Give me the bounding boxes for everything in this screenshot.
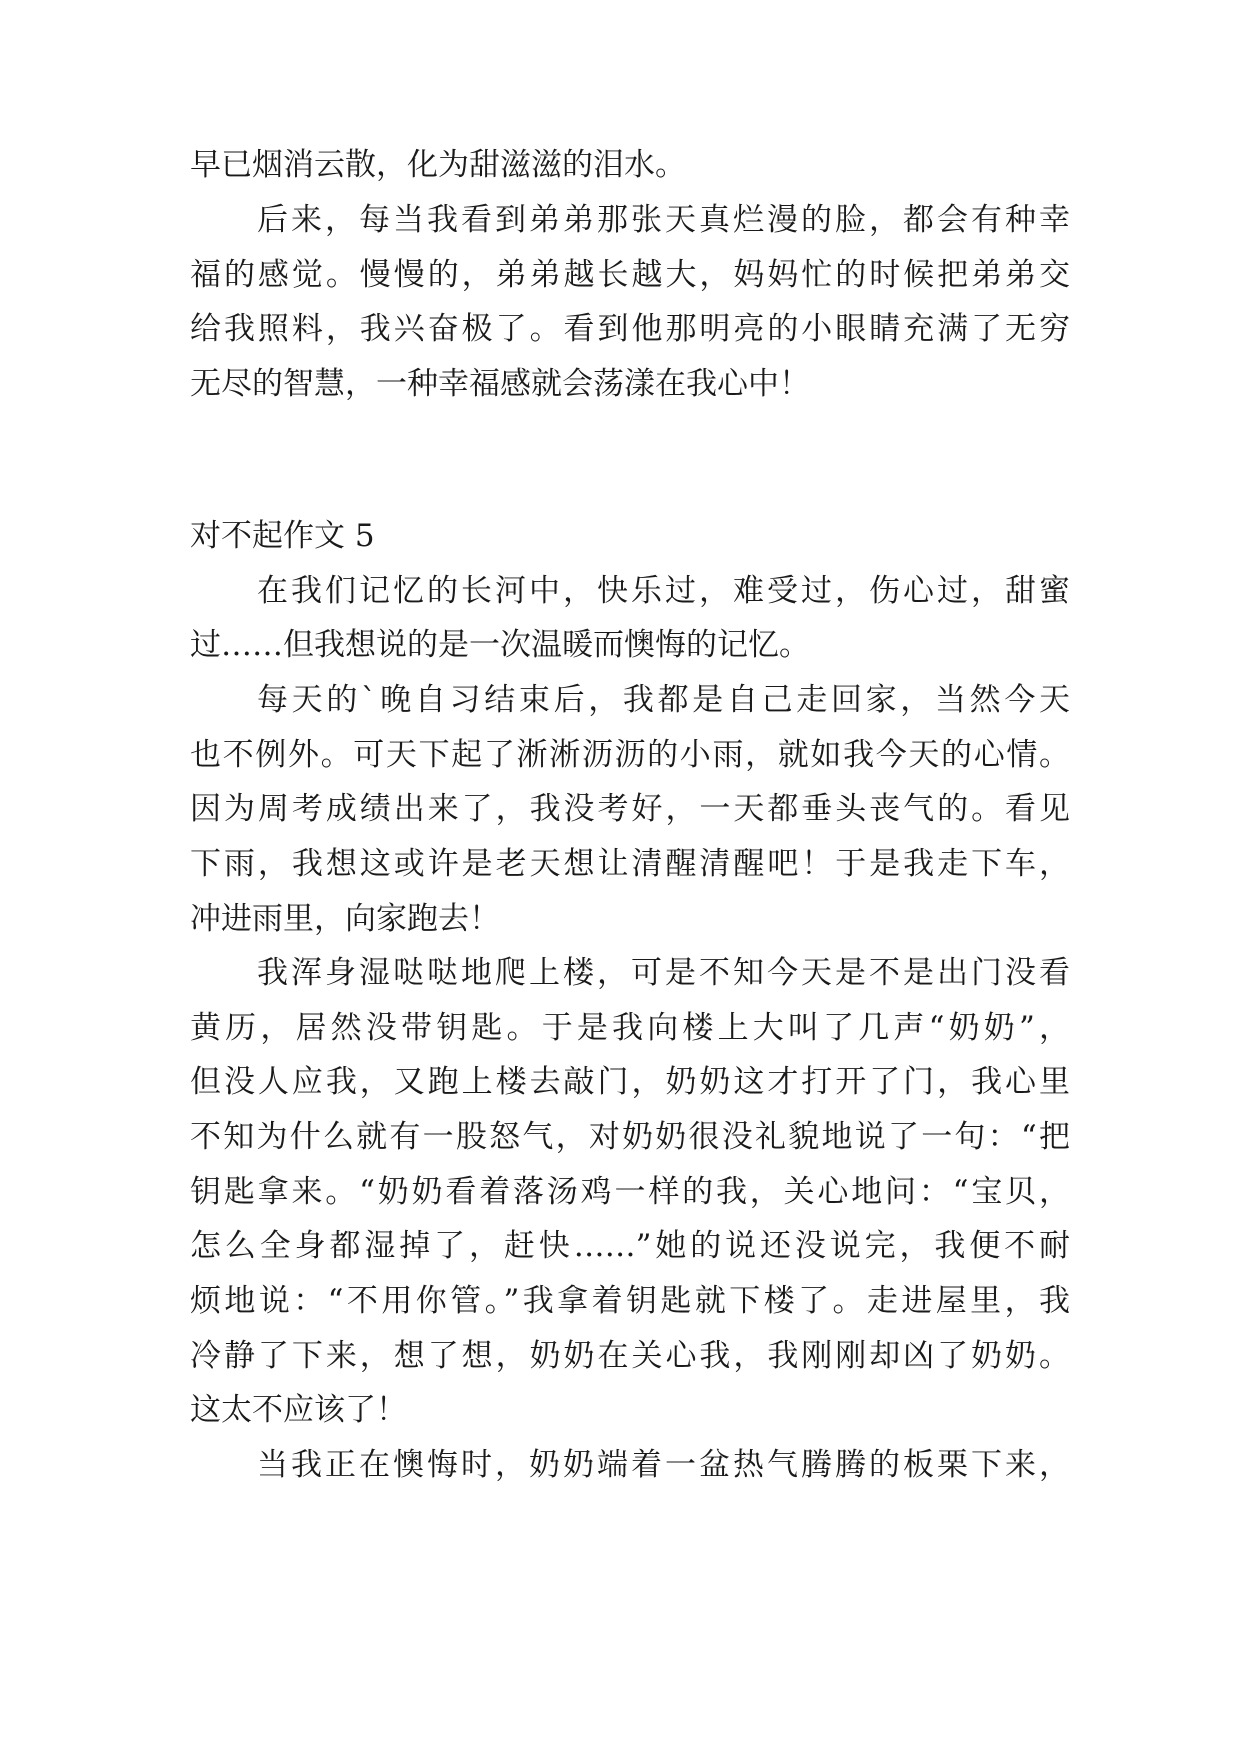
paragraph-line: 后来，每当我看到弟弟那张天真烂漫的脸，都会有种幸	[257, 202, 1070, 238]
paragraph-line: 每天的`晚自习结束后，我都是自己走回家，当然今天	[257, 682, 1070, 718]
paragraph-line: 福的感觉。慢慢的，弟弟越长越大，妈妈忙的时候把弟弟交	[190, 257, 1070, 293]
paragraph-line: 冷静了下来，想了想，奶奶在关心我，我刚刚却凶了奶奶。	[190, 1338, 1070, 1374]
paragraph-line: 因为周考成绩出来了，我没考好，一天都垂头丧气的。看见	[190, 791, 1070, 827]
paragraph-line: 当我正在懊悔时，奶奶端着一盆热气腾腾的板栗下来，	[257, 1447, 1070, 1483]
paragraph-line: 我浑身湿哒哒地爬上楼，可是不知今天是不是出门没看	[257, 955, 1070, 991]
paragraph-line: 给我照料，我兴奋极了。看到他那明亮的小眼睛充满了无穷	[190, 311, 1070, 347]
paragraph-line: 钥匙拿来。“奶奶看着落汤鸡一样的我，关心地问：“宝贝，	[190, 1174, 1070, 1210]
paragraph-line: 怎么全身都湿掉了，赶快……”她的说还没说完，我便不耐	[190, 1228, 1070, 1264]
paragraph-line: 在我们记忆的长河中，快乐过，难受过，伤心过，甜蜜	[257, 573, 1070, 609]
paragraph-line: 烦地说：“不用你管。”我拿着钥匙就下楼了。走进屋里，我	[190, 1283, 1070, 1319]
paragraph-line: 冲进雨里，向家跑去！	[190, 901, 500, 937]
paragraph-line: 无尽的智慧，一种幸福感就会荡漾在我心中！	[190, 366, 810, 402]
paragraph-line: 黄历，居然没带钥匙。于是我向楼上大叫了几声“奶奶”，	[190, 1010, 1070, 1046]
paragraph-line: 但没人应我，又跑上楼去敲门，奶奶这才打开了门，我心里	[190, 1064, 1070, 1100]
paragraph-line: 下雨，我想这或许是老天想让清醒清醒吧！于是我走下车，	[190, 846, 1070, 882]
paragraph-line: 不知为什么就有一股怒气，对奶奶很没礼貌地说了一句：“把	[190, 1119, 1070, 1155]
paragraph-line: 也不例外。可天下起了淅淅沥沥的小雨，就如我今天的心情。	[190, 737, 1070, 773]
section-heading: 对不起作文 5	[190, 518, 375, 554]
paragraph-line: 这太不应该了！	[190, 1392, 407, 1428]
paragraph-line: 早已烟消云散，化为甜滋滋的泪水。	[190, 147, 686, 183]
paragraph-line: 过……但我想说的是一次温暖而懊悔的记忆。	[190, 627, 810, 663]
